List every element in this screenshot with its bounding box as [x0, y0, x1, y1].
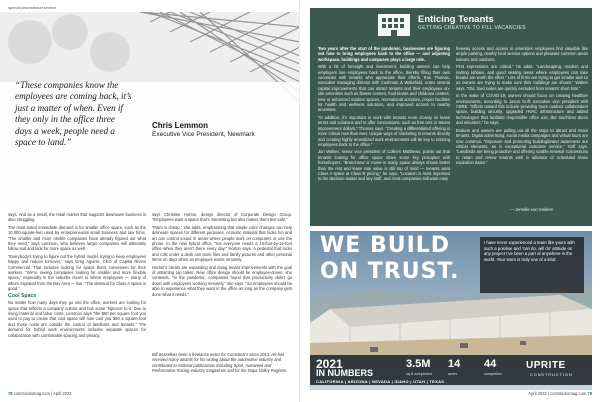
paragraph: Brokers and owners are pulling out all the stops to attract and retain tenants. Digital advertising, social media campaigns and virtual tours are now common. “Exposure and promoting building/brand awareness are critical elements, as is exceptional customer service,” Goff says. “Landlords are being proactive and offering sizable renewal concessions to retain and renew tenants well in advance of scheduled lease expiration dates.” — [456, 127, 588, 166]
stat-year: 2021 — [316, 357, 343, 371]
paragraph: says Christine Horton, design director of Corporate Design Group. “Employees want a space that’s interesting but also makes them feel safe.” — [152, 212, 292, 223]
sidebar-signature: — Jennifer von Geldern — [510, 207, 554, 212]
paragraph: “In addition, it’s important to work with tenants more closely on lease terms and solutions and to offer concessions, such as free rent or tenant improvement dollars,” Thomas says. “Creating a differentiated offering is more critical now than ever. Unique ways of marketing to tenants directly and creating highly amenitized work environments will be key to enticing employees back to the office.” — [318, 114, 450, 147]
stat-value: 44 — [484, 358, 497, 370]
sidebar-lead: Two years after the start of the pandemic, businesses are figuring out how to bring employees back to the office — and adjusting workspace, buildings and campuses plays a large role. — [318, 46, 450, 62]
ad-logo-sub: CONSTRUCTION — [530, 373, 573, 377]
paragraph: The most-noted immediate demand is for smaller office space, such as the 10,000-square-feet used by entrepreneurial small business and law firms. “The smaller and more nimble companies have already figured out what they need,” says Lemmon, who believes larger companies will ultimately follow suit and look for more space as well. — [8, 224, 146, 252]
stat-in-numbers: IN NUMBERS — [316, 368, 374, 378]
issue-date: April 2022 — [528, 391, 547, 396]
paragraph: Horton’s clients are expanding and doing tenant improvements with the goal of attracting top talent. New office design should be employee-driven, she contends. “In the pandemic, companies found that productivity didn’t go down with employees working remotely,” she says. “So employees should be able to experience what they want in the office as long as the company gets done what it needs.” — [152, 264, 292, 297]
quote-attribution-title: Executive Vice President, Newmark — [152, 131, 255, 138]
subheading: Cool Space — [8, 292, 37, 299]
paragraph: freeway access and access to amenities employees find valuable like ample parking, nearby food service options and pleasant common areas indoors and outdoors. — [456, 46, 588, 62]
body-column-2 — [152, 212, 292, 299]
site-name: comstocksmag.com — [13, 391, 50, 396]
ad-logo: UPRITE — [526, 360, 566, 371]
paragraph: “Paint is cheap,” she adds, emphasizing that simple color changes can help delineate spaces for different purposes. Acoustic material that looks fun and art can control sound in areas where people work on computers or use the phone. In the new hybrid office, “not everyone needs a 10-foot-by-12-foot office when they aren’t there every day,” Horton says. A pedestal that locks and rolls under a desk can store files and family pictures and other personal items on days when an employee works remotely. — [152, 224, 292, 263]
ad-headline-1: WE BUILD — [320, 233, 451, 258]
paragraph: Jon Walker, senior vice president of Colliers Matthews, points out that tenants looking for office space share some key principles with homebuyers. “Brand-new or move-in ready space always shows better than the rest and lease rate value is still top of mind — tenants want Class A space at Class B pricing,” he says. “Location is most important to the decision-maker and key staff, and most companies still want easy — [318, 149, 450, 182]
right-footer: April 2022 | comstocksmag.com 79 — [528, 391, 592, 396]
left-footer: 78 comstocksmag.com | April 2022 — [8, 391, 72, 396]
pull-quote-text: “These companies know the employees are coming back, it’s just a matter of when. Even if they only in the office three days a week, people need a space to land.” — [15, 80, 132, 148]
page-number: 79 — [587, 391, 592, 396]
ad-testimonial: I have never experienced a team like yours with such a positive and ‘can do, will do’ attitude on any project I’ve been a part of anywhere in the world. Your team is truly one of a kind. — [480, 237, 584, 293]
sidebar-column-1 — [318, 46, 450, 184]
stat-label: completed — [484, 372, 502, 376]
paragraph: No matter how many days they go into the office, workers are looking for space that reflects a company culture and has some ‘hipness’ to it. Due to rising material and labor costs, Lemmon says “the $60 per square foot you used to pay to create that cool space will now cost you $90 a square foot and those costs are outside the control of landlords and tenants.” The demand for hybrid work environments includes separate spaces for collaboration with comfortable spacing and privacy, — [8, 300, 146, 338]
paragraph: “Everybody’s trying to figure out the hybrid model, trying to keep employees happy and reduce turnover,” says Greg Aguirre, CEO of Capital Rivers Commercial. That includes looking for space that’s convenient for their workers. “We’re seeing companies looking for smaller and more flexible space,” especially in the suburbs closer to where employees — many of whom migrated from the Bay Area — live. “The demand for Class A space is good.” — [8, 253, 146, 292]
issue-date: April 2022 — [53, 391, 72, 396]
quote-attribution-name: Chris Lemmon — [152, 121, 209, 130]
stat-value: 14 — [448, 358, 461, 370]
author-bio: Bill Sesselkas been a freelance writer for Comstock’s since 2013. He has received many awards for his writing about the automotive industry and contributed to national publications including Sport, Autoweek and Performance Racing Industry magazines and for the Napa Valley Register. — [152, 352, 288, 373]
site-name: comstocksmag.com — [550, 391, 587, 396]
advertisement — [310, 231, 592, 390]
pull-quote — [15, 80, 133, 148]
body-column-1 — [8, 212, 146, 340]
sidebar-title: Enticing Tenants — [418, 14, 494, 25]
stat-label: acres — [448, 372, 458, 376]
paragraph: With a bit of foresight and investment, building owners can help employers lure employees back to the office, thereby filling their own vacancies with tenants who appreciate their efforts. Ron Thomas, executive managing director with Cushman & Wakefield, notes several capital improvements that can attract tenants and their employees on-site amenities such as fitness centers, food kiosks and childcare centers, new or enhanced outdoor spaces, recreational activities, proper facilities for health and wellness solutions, and improved access to nearby amenities. — [318, 64, 450, 113]
ad-states: CALIFORNIA | ARIZONA | NEVADA | IDAHO | UTAH | TEXAS — [316, 379, 445, 384]
building-icon — [376, 10, 412, 41]
page-number: 78 — [8, 391, 13, 396]
sidebar-subtitle: GETTING CREATIVE TO FILL VACANCIES — [418, 25, 526, 31]
paragraph: In the wake of COVID-19, owners should focus on creating healthier environments, according to Jason Goff, executive vice president with CBRE. “Efforts toward this include providing more outdoor collaboration space, building security, upgraded HVAC infrastructure and added technologies that facilitate responsible office use, like touchless doors and elevators,” he says. — [456, 93, 588, 126]
sidebar-column-2 — [456, 46, 588, 168]
stat-value: 3.5M — [406, 358, 431, 370]
paragraph: says. And as a result, the retail market that supports downtown business is also struggling. — [8, 212, 146, 223]
paragraph: First impressions are critical,” he adds. “Landscaping, modern and inviting lobbies, and good seating areas where employees can take breaks are worth the effort.” Lots of firms are trying to get smaller and so as owners are trying to make sure their buildings are shown,” Walker says. “Old, tired suites are quickly excluded from tenants’ short lists.” — [456, 64, 588, 91]
stat-label: sq ft completed — [406, 372, 432, 376]
ad-headline-2: ON TRUST. — [320, 259, 460, 284]
section-label: special promotional section — [8, 5, 57, 10]
ad-stats-bar — [310, 355, 592, 385]
